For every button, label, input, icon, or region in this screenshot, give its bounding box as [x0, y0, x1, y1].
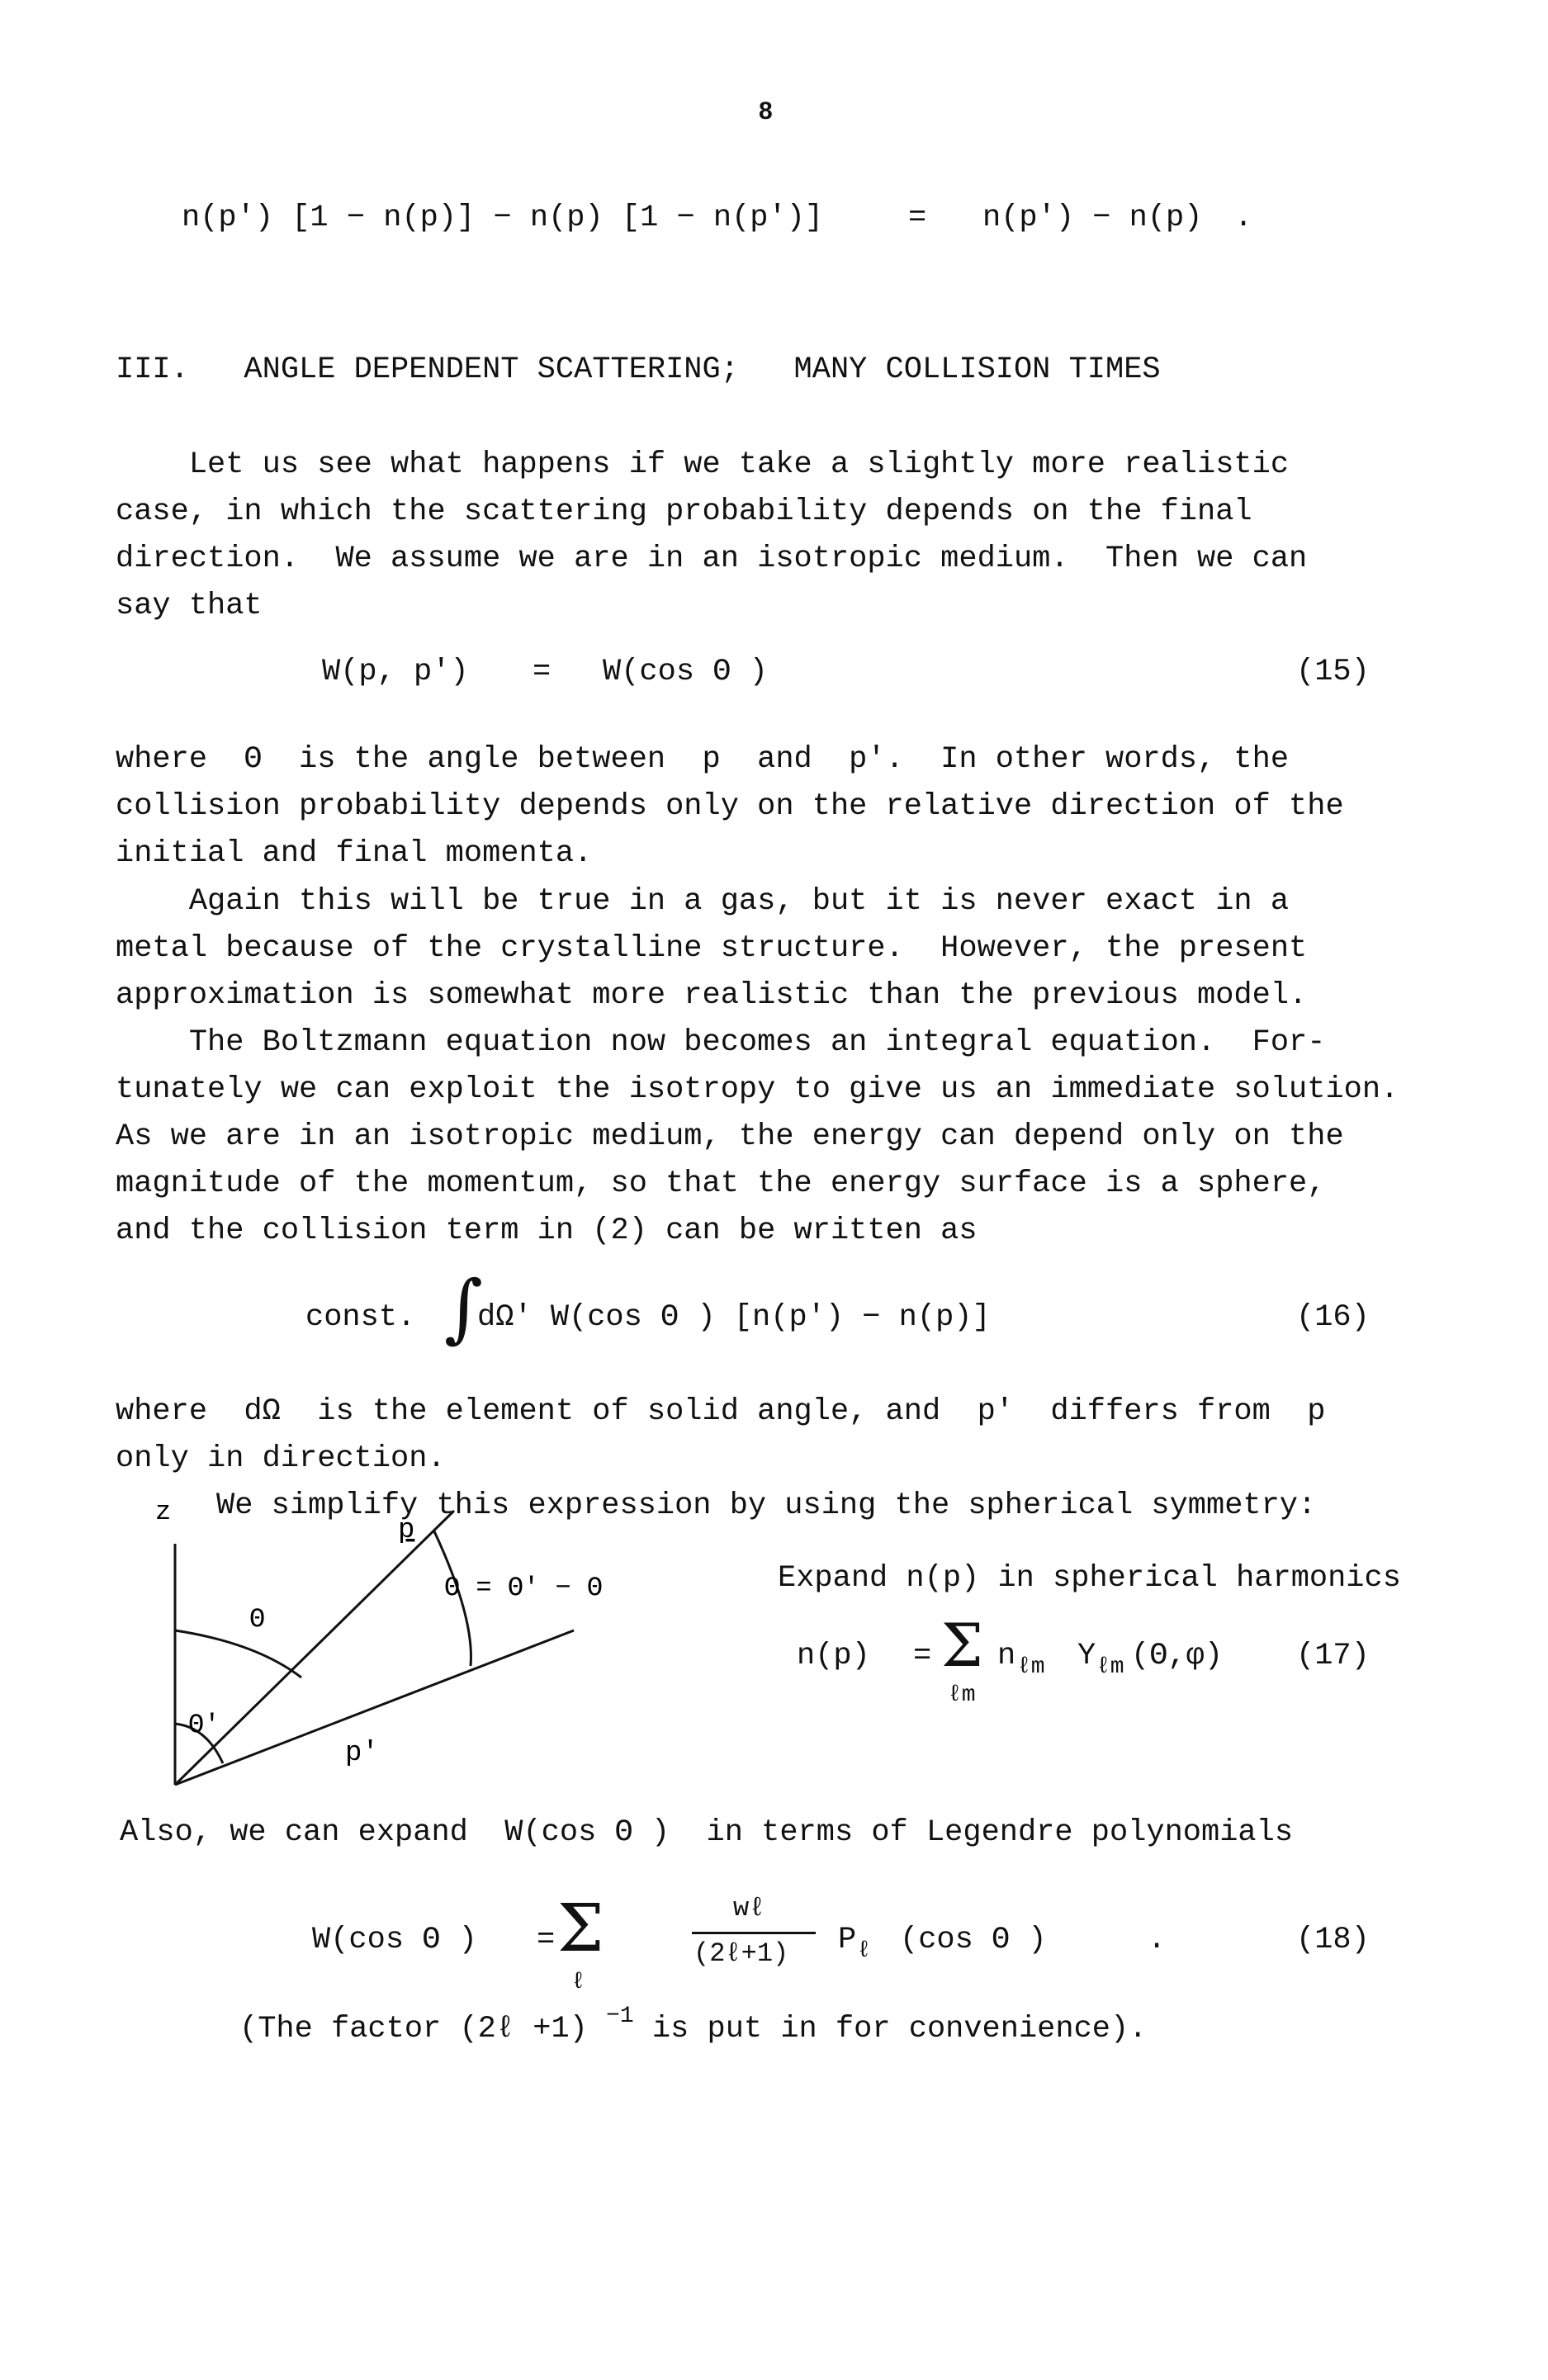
text-line: only in direction. — [116, 1441, 446, 1476]
equation-top-equals: = — [908, 201, 927, 235]
theta-prime-label: Θ′ — [188, 1710, 220, 1740]
paragraph-intro — [116, 442, 1404, 630]
equation-17-number: (17) — [1296, 1639, 1370, 1673]
text-line: Again this will be true in a gas, but it is never exact in a — [116, 884, 1290, 919]
factor-note-after: is put in for convenience). — [633, 2012, 1148, 2046]
text-line: direction. We assume we are in an isotropic medium. Then we can — [116, 542, 1308, 576]
text-line: tunately we can exploit the isotropy to give us an immediate solution. — [116, 1072, 1399, 1107]
factor-note-exponent: −1 — [606, 2004, 634, 2029]
text-line: where dΩ is the element of solid angle, and p′ differs from p — [116, 1394, 1326, 1429]
angle-diagram — [132, 1486, 627, 1800]
harmonic-args: (Θ,φ) — [1131, 1639, 1224, 1673]
equation-17-lhs: n(p) — [797, 1639, 870, 1673]
theta-label: Θ — [249, 1604, 266, 1635]
text-line: initial and final momenta. — [116, 836, 593, 871]
p-prime-label: p′ — [345, 1738, 379, 1769]
paragraph-angle — [116, 736, 1404, 878]
legendre-p: P — [838, 1923, 857, 1957]
theta-arc — [175, 1630, 301, 1677]
paragraph-simplify: We simplify this expression by using the spherical symmetry: — [216, 1488, 1317, 1523]
equation-15-lhs: W(p, p′) — [322, 655, 469, 689]
also-legendre-text: Also, we can expand W(cos Θ ) in terms of Legendre polynomials — [120, 1815, 1294, 1850]
paragraph-gas-metal — [116, 878, 1404, 1020]
equation-18-number: (18) — [1296, 1923, 1370, 1957]
fraction-denominator: (2ℓ+1) — [694, 1938, 789, 1969]
equation-16-const: const. — [305, 1300, 416, 1335]
equation-16-body: dΩ′ W(cos Θ ) [n(p′) − n(p)] — [477, 1300, 991, 1335]
z-label: z — [155, 1497, 172, 1527]
text-line: The Boltzmann equation now becomes an integral equation. For- — [116, 1025, 1326, 1060]
p-vector-line — [175, 1511, 454, 1785]
text-line: where Θ is the angle between p and p′. In other words, the — [116, 742, 1290, 777]
equation-top-rhs: n(p′) − n(p) — [982, 201, 1203, 235]
section-heading: III. ANGLE DEPENDENT SCATTERING; MANY COLLISION TIMES — [116, 353, 1161, 387]
equation-15-number: (15) — [1296, 655, 1370, 689]
text-line: collision probability depends only on the relative direction of the — [116, 789, 1344, 824]
equation-15-equals: = — [533, 655, 552, 689]
page-number: 8 — [759, 97, 773, 125]
harmonic-y: Y — [1077, 1639, 1096, 1673]
text-line: Let us see what happens if we take a slightly more realistic — [116, 447, 1290, 482]
expand-spherical-text: Expand n(p) in spherical harmonics — [778, 1561, 1401, 1596]
paragraph-solid-angle — [116, 1389, 1404, 1483]
text-line: As we are in an isotropic medium, the energy can depend only on the — [116, 1119, 1344, 1154]
sum-sign: Σ — [941, 1611, 983, 1680]
sum-subscript: ℓm — [948, 1682, 976, 1708]
equation-18-lhs: W(cos Θ ) — [312, 1923, 477, 1957]
p-label: p — [398, 1515, 415, 1546]
legendre-p-subscript: ℓ — [857, 1938, 871, 1964]
text-line: magnitude of the momentum, so that the energy surface is a sphere, — [116, 1166, 1326, 1201]
equation-15-rhs: W(cos Θ ) — [603, 655, 768, 689]
text-line: and the collision term in (2) can be written as — [116, 1214, 978, 1248]
paragraph-boltzmann — [116, 1020, 1404, 1255]
sum-sign: Σ — [557, 1890, 604, 1966]
equation-17-equals: = — [913, 1639, 932, 1673]
integral-sign: ∫ — [444, 1265, 483, 1351]
equation-16-number: (16) — [1296, 1300, 1370, 1335]
coefficient-n-subscript: ℓm — [1017, 1654, 1045, 1680]
text-line: approximation is somewhat more realistic than the previous model. — [116, 978, 1308, 1013]
factor-note-before: (The factor (2ℓ +1) — [239, 2012, 607, 2046]
coefficient-n: n — [997, 1639, 1016, 1673]
equation-top-period: . — [1234, 201, 1253, 235]
text-line: case, in which the scattering probability depends on the final — [116, 494, 1252, 529]
fraction-bar — [692, 1932, 816, 1934]
text-line: say that — [116, 589, 263, 623]
legendre-arg: (cos Θ ) — [900, 1923, 1047, 1957]
equation-18-equals: = — [537, 1923, 556, 1957]
equation-top-lhs: n(p′) [1 − n(p)] − n(p) [1 − n(p′)] — [182, 201, 824, 235]
text-line: metal because of the crystalline structure. However, the present — [116, 931, 1308, 966]
factor-note — [239, 2006, 1147, 2055]
theta-relation-label: Θ = Θ′ − Θ — [444, 1573, 604, 1603]
sum-subscript: ℓ — [571, 1970, 585, 1995]
fraction-numerator: wℓ — [733, 1893, 765, 1923]
equation-18-period: . — [1148, 1923, 1167, 1957]
harmonic-y-subscript: ℓm — [1096, 1654, 1124, 1680]
